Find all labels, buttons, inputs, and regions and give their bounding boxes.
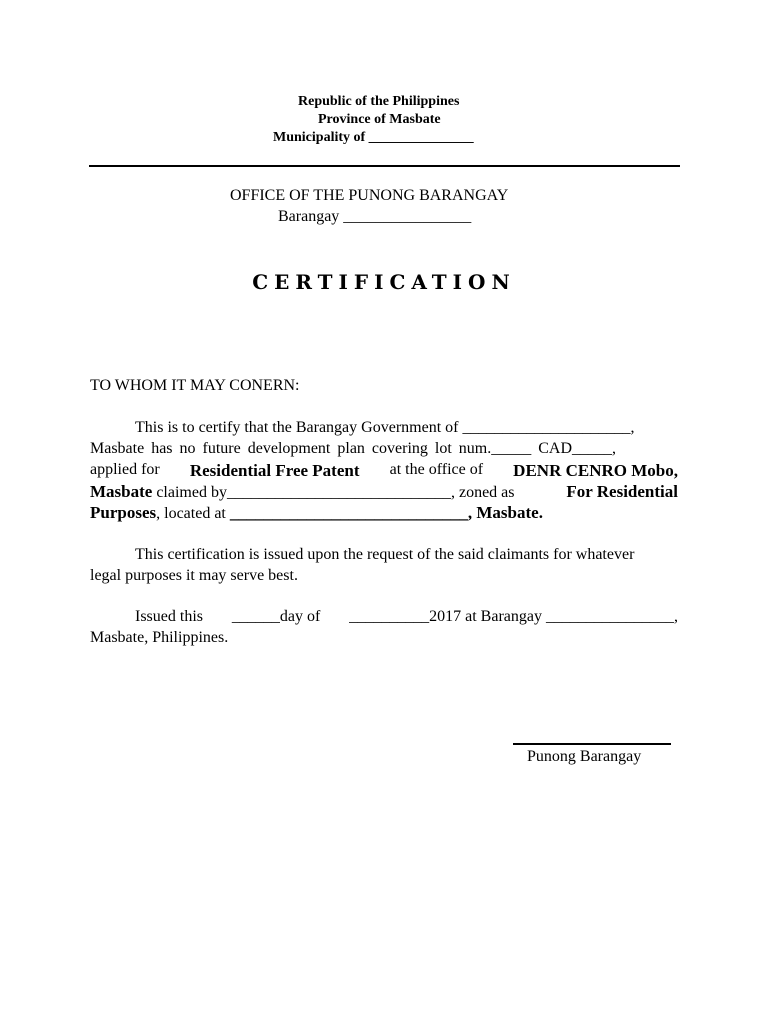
para2-line2: legal purposes it may serve best. <box>90 567 298 584</box>
para2-line1: This certification is issued upon the request of the said claimants for whatever <box>135 546 635 563</box>
para3-line2: Masbate, Philippines. <box>90 629 229 646</box>
para1-line5 <box>90 503 543 523</box>
signature-line <box>513 743 671 745</box>
text-claimed-by: claimed by____________________________, zoned as <box>156 484 515 501</box>
para1-line2: Masbate has no future development plan covering lot num._____ CAD_____, <box>90 440 617 457</box>
signature-label: Punong Barangay <box>527 748 642 765</box>
para3-line1 <box>135 608 678 626</box>
text-month-blank: _______ <box>349 608 406 625</box>
document-title: CERTIFICATION <box>252 270 516 294</box>
text-residential-free-patent: Residential Free Patent <box>189 461 360 480</box>
office-title: OFFICE OF THE PUNONG BARANGAY <box>230 187 509 204</box>
para1-line1: This is to certify that the Barangay Government of _____________________, <box>135 419 635 436</box>
text-year-barangay: ___2017 at Barangay ________________, <box>405 608 678 625</box>
text-issued-this: Issued this <box>135 608 203 625</box>
para1-line3 <box>90 461 678 481</box>
text-for-residential: For Residential <box>566 482 678 501</box>
text-purposes: Purposes <box>90 503 157 522</box>
salutation: TO WHOM IT MAY CONERN: <box>90 377 300 394</box>
header-republic: Republic of the Philippines <box>298 94 460 109</box>
header-municipality: Municipality of _______________ <box>273 130 474 145</box>
text-located-at: , located at <box>156 505 226 522</box>
header-divider <box>89 165 680 167</box>
header-province: Province of Masbate <box>318 112 441 127</box>
text-masbate-bold: Masbate <box>90 482 153 501</box>
para1-line4 <box>90 482 678 502</box>
text-at-office: at the office of <box>389 461 484 478</box>
text-applied-for: applied for <box>90 461 160 478</box>
office-barangay: Barangay ________________ <box>278 208 472 225</box>
text-day-of: ______day of <box>231 608 321 625</box>
text-denr-cenro: DENR CENRO Mobo, <box>513 461 678 480</box>
text-location-blank: ____________________________, Masbate. <box>229 503 543 522</box>
